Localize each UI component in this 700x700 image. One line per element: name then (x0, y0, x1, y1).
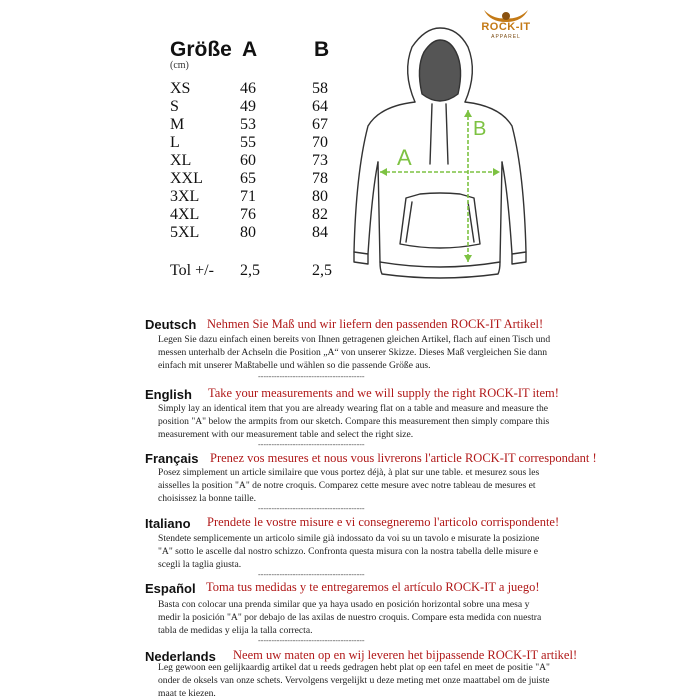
table-row (170, 98, 360, 116)
a-cell: 55 (240, 134, 256, 151)
table-row (170, 80, 360, 98)
size-table-header (170, 38, 360, 66)
table-row (170, 116, 360, 134)
a-cell: 65 (240, 170, 256, 187)
size-cell: 4XL (170, 206, 200, 223)
language-label-it: Italiano (145, 516, 191, 531)
b-cell: 80 (312, 188, 328, 205)
a-cell: 46 (240, 80, 256, 97)
heading-fr: Prenez vos mesures et nous vous livrerons l'article ROCK-IT correspondant ! (210, 451, 597, 465)
instructions-en: Simply lay an identical item that you are already wearing flat on a table and measure and measure the position "A" below the armpits from our sketch. Compare this measurement then simply compare this measurement with our measurement table and select the right size. (158, 403, 550, 440)
separator: ---------------------------------------- (258, 570, 365, 579)
size-cell: XL (170, 152, 192, 169)
size-cell: M (170, 116, 185, 133)
heading-nl: Neem uw maten op en wij leveren het bijpassende ROCK-IT artikel! (233, 648, 578, 662)
table-row (170, 224, 360, 242)
instructions-fr: Posez simplement un article similaire que vous portez déjà, à plat sur une table. et mesurez sous les aisselles la position "A" de notre croquis. Comparez cette mesure avec notre tableau de mesures et choisissez la bonne taille. (158, 467, 540, 504)
size-cell: S (170, 98, 179, 115)
heading-en: Take your measurements and we will supply the right ROCK-IT item! (208, 386, 559, 400)
language-label-es: Español (145, 581, 196, 596)
header-a: A (242, 38, 258, 61)
instructions-it: Stendete semplicemente un articolo simile già indossato da voi su un tavolo e misurate la posizione "A" sotto le ascelle dal nostro schizzo. Confronta questa misura con la nostra tabella delle misure e scegli la taglia giusta. (158, 533, 540, 570)
a-cell: 49 (240, 98, 256, 115)
table-row (170, 170, 360, 188)
a-cell: 53 (240, 116, 256, 133)
language-label-de: Deutsch (145, 317, 197, 332)
separator: ---------------------------------------- (258, 504, 365, 513)
b-cell: 73 (312, 152, 328, 169)
heading-it: Prendete le vostre misure e vi consegneremo l'articolo corrispondente! (207, 515, 560, 529)
instructions-de: Legen Sie dazu einfach einen bereits von Ihnen getragenen gleichen Artikel, flach auf einen Tisch und messen unterhalb der Achseln die Position „A“ von unserer Skizze. Dieses Maß vergleichen Sie dann einfach mit unserer Maßtabelle und wählen so die passende Größe aus. (158, 334, 551, 371)
separator: ---------------------------------------- (258, 440, 365, 449)
logo-name: ROCK-IT (481, 21, 531, 33)
a-cell: 60 (240, 152, 256, 169)
b-cell: 67 (312, 116, 328, 133)
language-label-fr: Français (145, 451, 199, 466)
tolerance-label: Tol +/- (170, 262, 214, 279)
a-cell: 76 (240, 206, 256, 223)
size-cell: XS (170, 80, 191, 97)
heading-de: Nehmen Sie Maß und wir liefern den passenden ROCK-IT Artikel! (207, 317, 544, 331)
a-cell: 71 (240, 188, 256, 205)
b-cell: 58 (312, 80, 328, 97)
logo-subtitle: APPAREL (491, 34, 521, 40)
table-row (170, 152, 360, 170)
language-label-en: English (145, 387, 192, 402)
b-cell: 82 (312, 206, 328, 223)
size-rows (170, 80, 360, 242)
size-cell: L (170, 134, 180, 151)
tolerance-a: 2,5 (240, 262, 260, 279)
size-table (170, 38, 360, 279)
header-b: B (314, 38, 330, 61)
header-size: Größe (170, 38, 232, 61)
a-cell: 80 (240, 224, 256, 241)
b-cell: 70 (312, 134, 328, 151)
instructions-es: Basta con colocar una prenda similar que ya haya usado en posición horizontal sobre una mesa y medir la posición "A" por debajo de las axilas de nuestro croquis. Compare esta medida con nuestra tabla de medidas y elija la talla correcta. (158, 599, 542, 636)
table-row (170, 188, 360, 206)
size-cell: 3XL (170, 188, 200, 205)
measure-b-label: B (473, 118, 487, 140)
separator: ---------------------------------------- (258, 372, 365, 381)
measure-a-label: A (397, 145, 412, 170)
tolerance-b: 2,5 (312, 262, 332, 279)
table-row (170, 134, 360, 152)
language-label-nl: Nederlands (145, 649, 216, 664)
size-cell: XXL (170, 170, 203, 187)
tolerance-row (170, 262, 360, 280)
table-row (170, 206, 360, 224)
b-cell: 64 (312, 98, 328, 115)
b-cell: 84 (312, 224, 328, 241)
unit-label: (cm) (170, 60, 189, 71)
hoodie-diagram (340, 22, 540, 284)
separator: ---------------------------------------- (258, 636, 365, 645)
size-cell: 5XL (170, 224, 200, 241)
instructions-nl: Leg gewoon een gelijkaardig artikel dat u reeds gedragen hebt plat op een tafel en meet de positie "A" onder de oksels van onze schets. Vervolgens vergelijkt u deze meting met onze maattabel om de juiste maat te kiezen. (158, 662, 550, 699)
heading-es: Toma tus medidas y te entregaremos el artículo ROCK-IT a juego! (206, 580, 540, 594)
b-cell: 78 (312, 170, 328, 187)
